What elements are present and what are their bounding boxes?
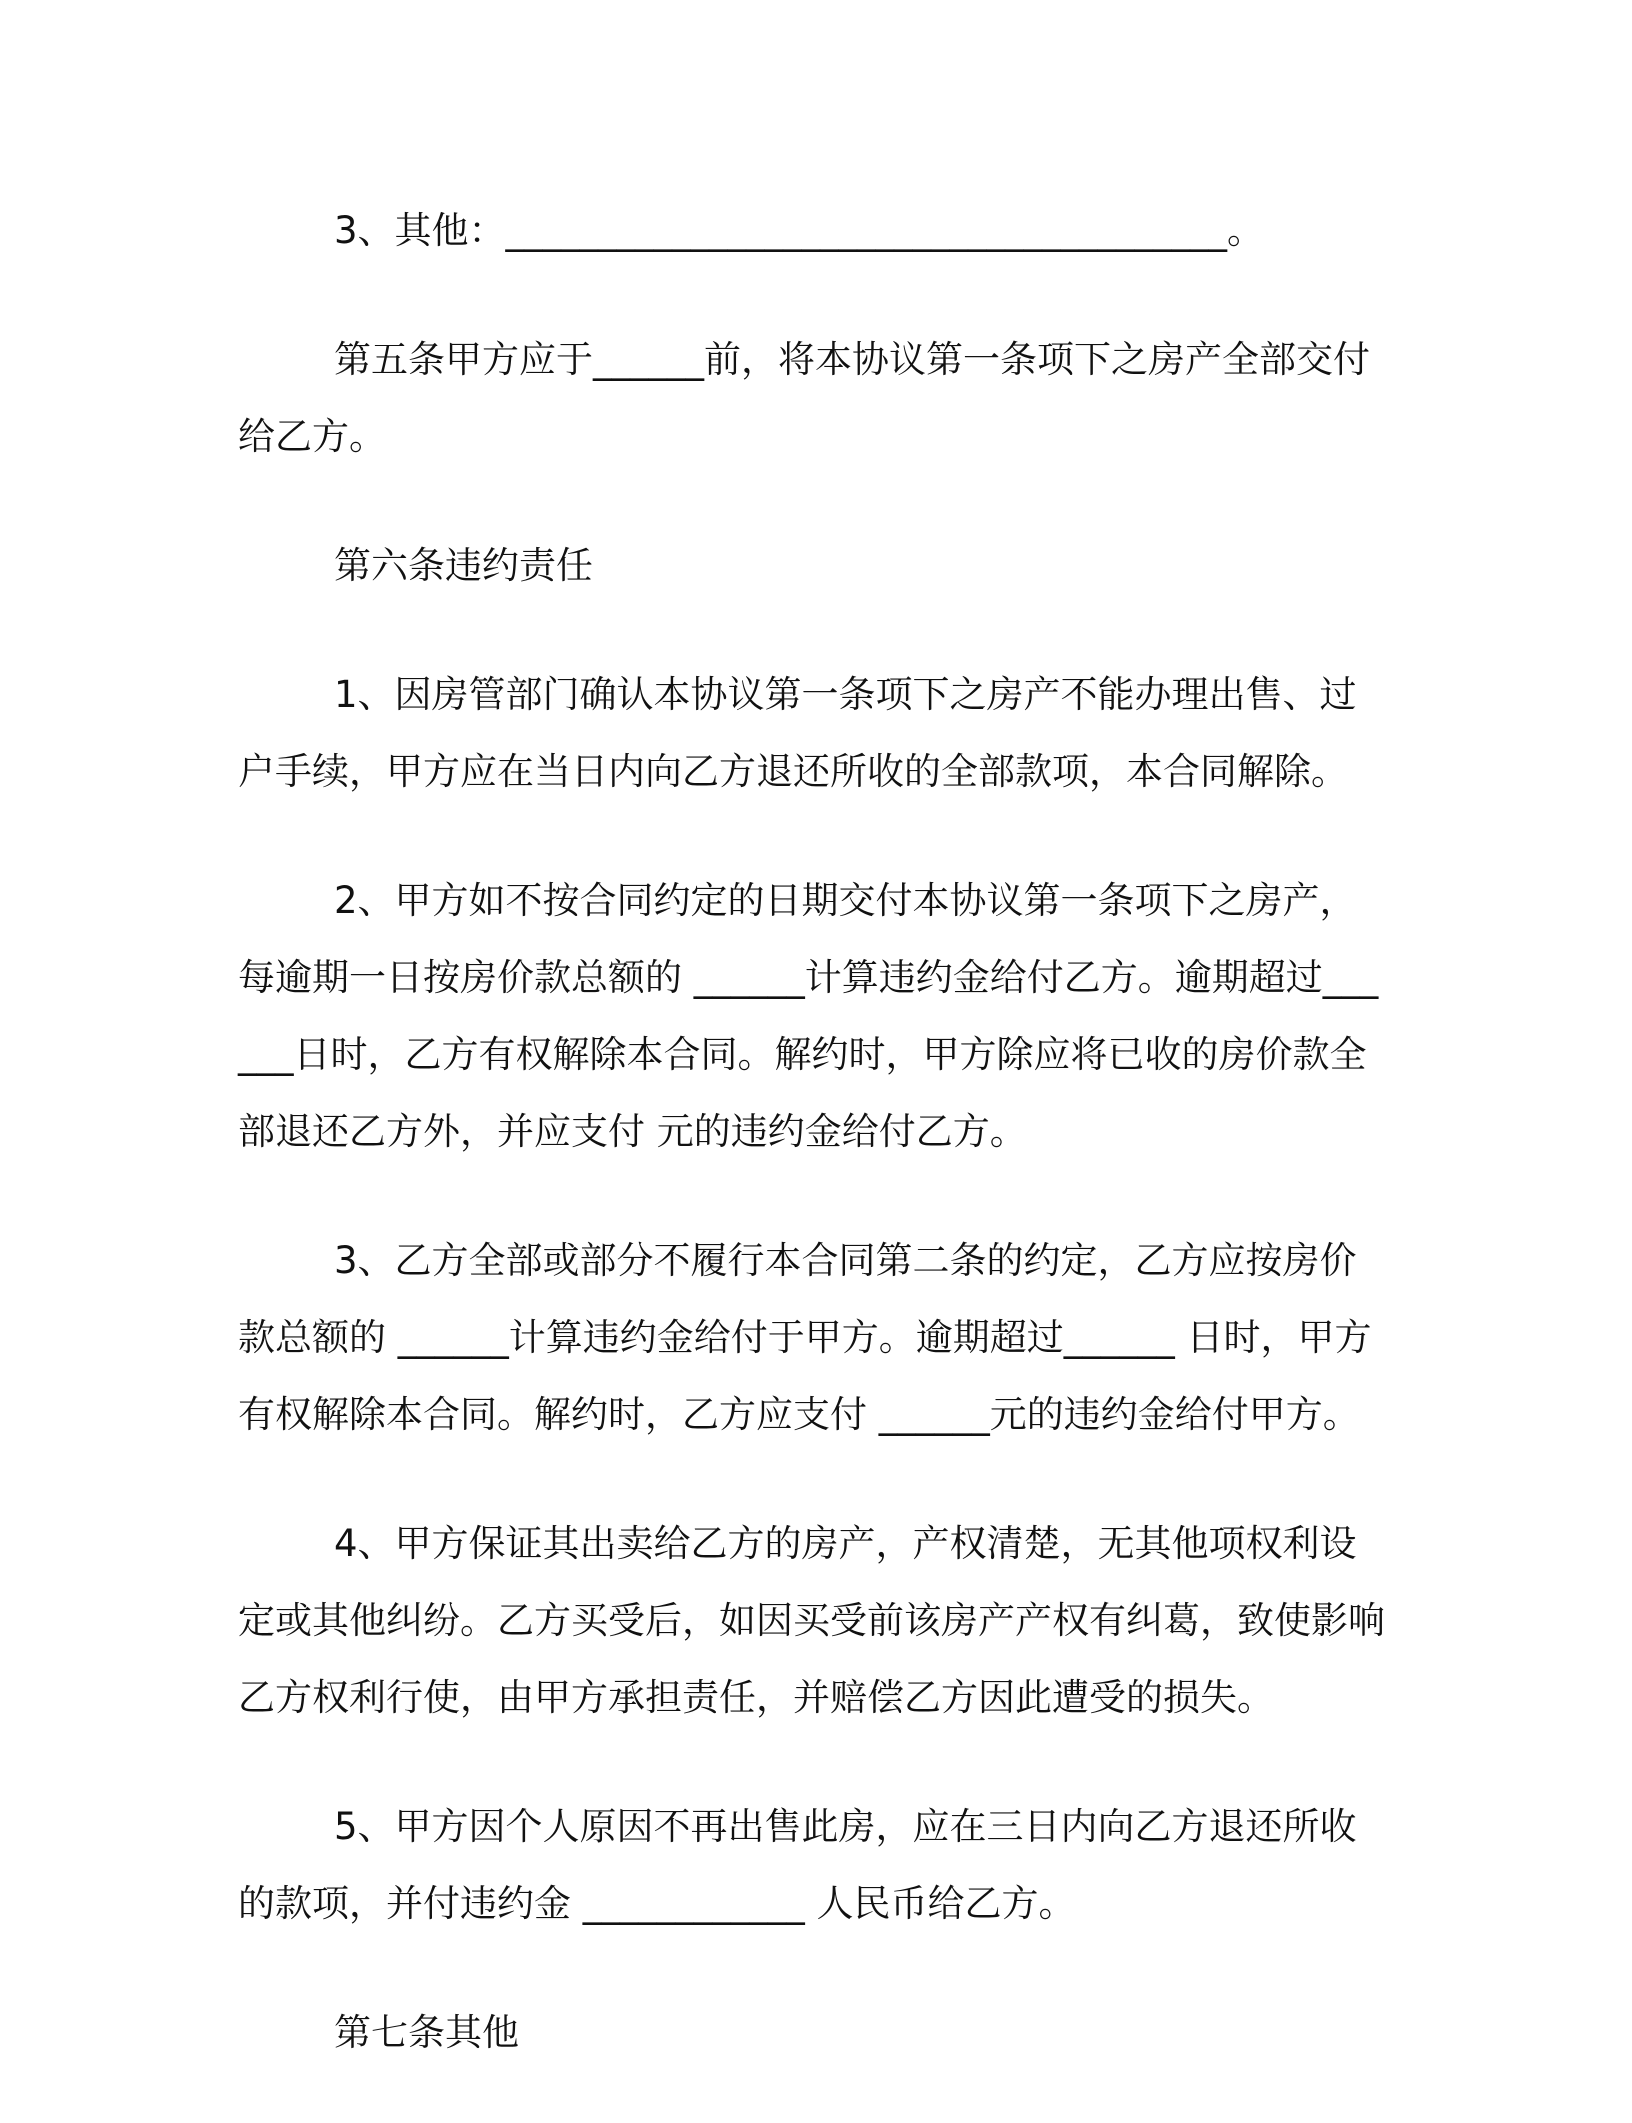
paragraph-article-6-5: 5、甲方因个人原因不再出售此房，应在三日内向乙方退还所收的款项，并付违约金 ____________ 人民币给乙方。 [238, 1805, 1357, 1925]
section-heading-article-6: 第六条违约责任 [334, 544, 593, 587]
paragraph-article-6-4: 4、甲方保证其出卖给乙方的房产，产权清楚，无其他项权利设定或其他纠纷。乙方买受后，如因买受前该房产产权有纠葛，致使影响乙方权利行使，由甲方承担责任，并赔偿乙方因此遭受的损失。 [238, 1522, 1385, 1719]
paragraph-other-3: 3、其他：_______________________________________。 [334, 209, 1265, 252]
paragraph-article-5: 第五条甲方应于______前，将本协议第一条项下之房产全部交付给乙方。 [238, 338, 1370, 458]
paragraph-article-6-3: 3、乙方全部或部分不履行本合同第二条的约定，乙方应按房价款总额的 ______计算违约金给付于甲方。逾期超过______ 日时，甲方有权解除本合同。解约时，乙方应支付 ______元的违约金给付甲方。 [238, 1239, 1372, 1436]
document-body [238, 192, 1388, 2123]
paragraph-article-6-2: 2、甲方如不按合同约定的日期交付本协议第一条项下之房产，每逾期一日按房价款总额的 ______计算违约金给付乙方。逾期超过______日时，乙方有权解除本合同。解约时，甲方除应将已收的房价款全部退还乙方外，并应支付 元的违约金给付乙方。 [238, 879, 1379, 1153]
paragraph-article-6-1: 1、因房管部门确认本协议第一条项下之房产不能办理出售、过户手续，甲方应在当日内向乙方退还所收的全部款项，本合同解除。 [238, 673, 1357, 793]
section-heading-article-7: 第七条其他 [334, 2011, 519, 2054]
